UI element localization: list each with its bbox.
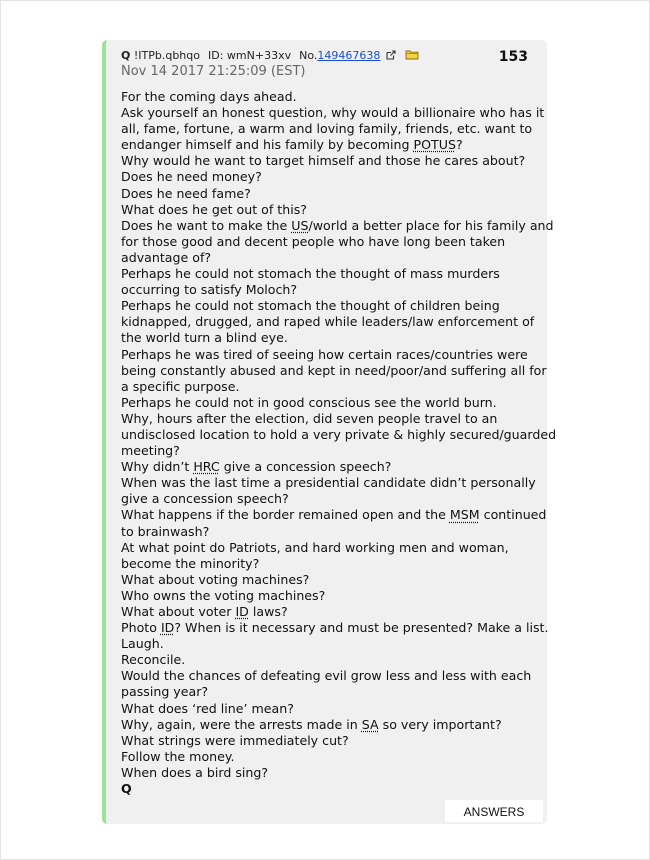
post-id-label: ID:: [208, 49, 224, 62]
post-body-line: advantage of?: [121, 249, 212, 265]
post-date: Nov 14 2017 21:25:09 (EST): [121, 64, 306, 79]
post-body-line: Who owns the voting machines?: [121, 587, 326, 603]
post-body-line: Photo ID? When is it necessary and must be presented? Make a list.: [121, 620, 549, 636]
post-body-line: Why, hours after the election, did seven people travel to an: [121, 410, 498, 426]
answers-button[interactable]: ANSWERS: [445, 800, 543, 822]
post-signature: Q: [121, 781, 132, 797]
post-body-line: to brainwash?: [121, 523, 210, 539]
post-body-line: Does he need money?: [121, 169, 262, 185]
post-card: [102, 40, 557, 824]
post-header: [121, 49, 419, 62]
post-body-line: What about voter ID laws?: [121, 604, 288, 619]
post-body-line: give a concession speech?: [121, 491, 289, 507]
post-body-line: Perhaps he was tired of seeing how certain races/countries were: [121, 346, 528, 362]
post-body-line: all, fame, fortune, a warm and loving family, friends, etc. want to: [121, 121, 533, 137]
abbreviation: US: [291, 217, 309, 233]
post-body-line: Why didn’t HRC give a concession speech?: [121, 459, 392, 475]
post-body-line: Why, again, were the arrests made in SA so very important?: [121, 716, 502, 732]
abbreviation: POTUS: [413, 137, 456, 153]
post-body-line: Does he need fame?: [121, 185, 251, 201]
post-body-line: passing year?: [121, 684, 209, 700]
post-body-line: What strings were immediately cut?: [121, 732, 349, 748]
post-index: 153: [498, 49, 528, 65]
post-body-line: Would the chances of defeating evil grow less and less with each: [121, 668, 532, 684]
folder-icon[interactable]: [405, 49, 419, 60]
abbreviation: HRC: [193, 459, 220, 475]
post-body-line: What does ‘red line’ mean?: [121, 700, 294, 716]
post-body-line: At what point do Patriots, and hard working men and woman,: [121, 539, 509, 555]
post-id: wmN+33xv: [226, 49, 292, 62]
post-body-line: Perhaps he could not stomach the thought of children being: [121, 298, 500, 314]
post-number-label: No.: [299, 49, 318, 62]
post-body-line: Perhaps he could not in good conscious see the world burn.: [121, 394, 497, 410]
post-body-line: endanger himself and his family by becoming POTUS?: [121, 137, 463, 153]
post-tripcode: !ITPb.qbhqo: [133, 49, 200, 62]
post-body-line: For the coming days ahead.: [121, 89, 297, 104]
external-link-icon[interactable]: [386, 50, 396, 60]
post-body-line: occurring to satisfy Moloch?: [121, 282, 298, 298]
post-body-line: the world turn a blind eye.: [121, 330, 288, 346]
post-body-line: Perhaps he could not stomach the thought of mass murders: [121, 266, 500, 282]
post-body-line: being constantly abused and kept in need/poor/and suffering all for: [121, 362, 547, 378]
abbreviation: MSM: [449, 507, 480, 523]
post-body-line: Reconcile.: [121, 652, 186, 668]
post-body-line: for those good and decent people who have long been taken: [121, 233, 506, 249]
post-number-link[interactable]: 149467638: [317, 49, 381, 62]
post-body-line: When does a bird sing?: [121, 764, 269, 780]
post-body-line: Does he want to make the US/world a better place for his family and: [121, 217, 554, 233]
abbreviation: ID: [235, 604, 249, 619]
abbreviation: SA: [361, 716, 379, 732]
post-body-line: kidnapped, drugged, and raped while leaders/law enforcement of: [121, 314, 535, 330]
post-body-line: meeting?: [121, 443, 180, 459]
post-author: Q: [121, 49, 131, 62]
post-body-line: become the minority?: [121, 555, 260, 571]
post-body-line: What does he get out of this?: [121, 201, 307, 217]
post-body-line: undisclosed location to hold a very private & highly secured/guarded: [121, 426, 557, 442]
post-body-line: Ask yourself an honest question, why would a billionaire who has it: [121, 105, 545, 121]
post-body-line: What happens if the border remained open and the MSM continued: [121, 507, 547, 523]
post-body-line: Why would he want to target himself and those he cares about?: [121, 153, 526, 169]
post-body-line: Follow the money.: [121, 748, 235, 764]
post-body-line: When was the last time a presidential candidate didn’t personally: [121, 475, 536, 491]
post-body-line: Laugh.: [121, 636, 164, 652]
post-body: [121, 89, 557, 797]
post-body-line: a specific purpose.: [121, 378, 240, 394]
abbreviation: ID: [160, 620, 175, 636]
post-body-line: What about voting machines?: [121, 571, 310, 587]
